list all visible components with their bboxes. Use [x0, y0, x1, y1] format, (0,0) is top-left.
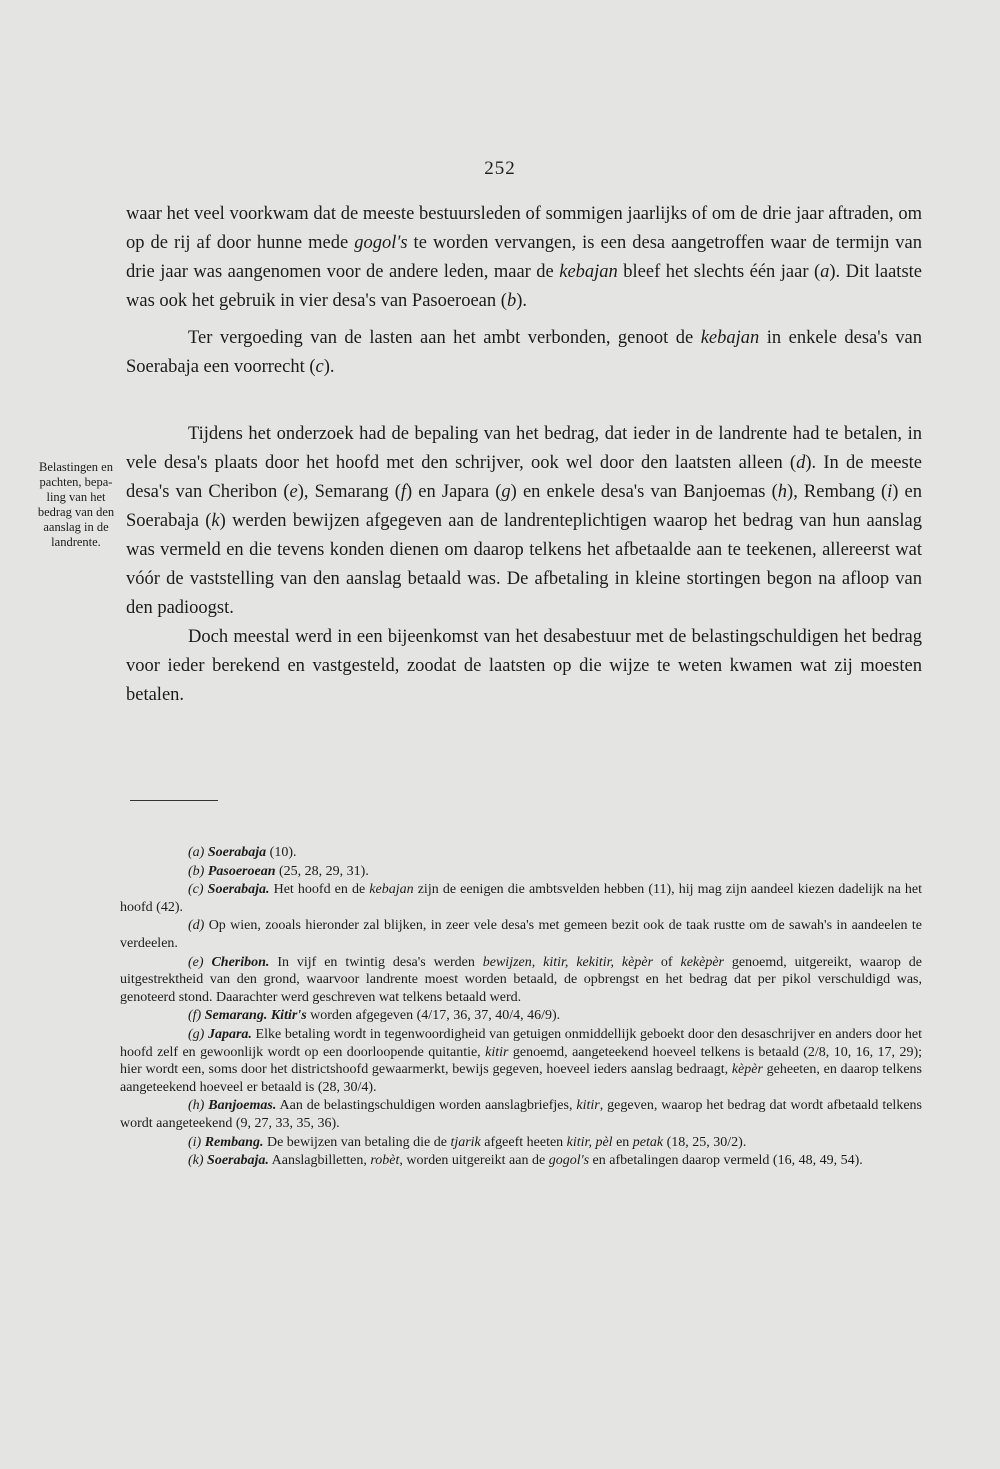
footnote-b: (b) Pasoeroean (25, 28, 29, 31).: [188, 863, 369, 879]
footnote-a: (a) Soerabaja (10).: [188, 845, 297, 860]
footnote-g: (g) Japara. Elke betaling wordt in tegenwoordigheid van getuigen onmiddellijk geboekt door den desaschrijver en anders door het hoofd zelf en gewoonlijk wordt op een doorloopende quitantie, kitir genoemd, aangeteekend hoeveel telkens is betaald (2/8, 10, 16, 17, 29); hier wordt een, soms door het districtshoofd gewaarmerkt, bewijs gegeven, hoeveel ieders aanslag bedraagt, kèpèr geheeten, en daarop telkens aangeteekend hoeveel er betaald is (28, 30/4).: [120, 1026, 923, 1095]
page-number: 252: [484, 158, 516, 179]
footnote-h: (h) Banjoemas. Aan de belastingschuldigen worden aanslagbriefjes, kitir, gegeven, waarop het bedrag dat wordt afbetaald telkens wordt aangeteekend (9, 27, 33, 35, 36).: [120, 1098, 922, 1131]
footnote-e: (e) Cheribon. In vijf en twintig desa's werden bewijzen, kitir, kekitir, kèpèr of kekèpèr genoemd, uitgereikt, waarop de uitgestrektheid van den grond, waarvoor landrente moest worden betaald, de opbrengst en het bedrag dat per pikol verschuldigd was, genoteerd stond. Daarachter werd geschreven wat telkens betaald werd.: [120, 954, 922, 1005]
margin-note-line: ling van het: [46, 490, 106, 504]
paragraph-3: Tijdens het onderzoek had de bepaling van het bedrag, dat ieder in de landrente had te betalen, in vele desa's plaats door het hoofd met den schrijver, ook wel door den laatsten alleen (d). In de meeste desa's van Cheribon (e), Semarang (f) en Japara (g) en enkele desa's van Banjoemas (h), Rembang (i) en Soerabaja (k) werden bewijzen afgegeven aan de landrenteplichtigen waarop het bedrag van hun aanslag was vermeld en die tevens konden dienen om daarop telkens het afbetaalde aan te teekenen, allereerst wat vóór de vaststelling van den aanslag betaald was. De afbetaling in kleine stortingen begon na afloop van den padioogst.: [126, 424, 923, 618]
footnote-k: (k) Soerabaja. Aanslagbilletten, robèt, worden uitgereikt aan de gogol's en afbetalingen daarop vermeld (16, 48, 49, 54).: [188, 1153, 863, 1169]
margin-note: [28, 460, 124, 550]
paragraph-1: waar het veel voorkwam dat de meeste bestuursleden of sommigen jaarlijks of om de drie jaar aftraden, om op de rij af door hunne mede gogol's te worden vervangen, is een desa aangetroffen waar de termijn van drie jaar was aangenomen voor de andere leden, maar de kebajan bleef het slechts één jaar (a). Dit laatste was ook het gebruik in vier desa's van Pasoeroean (b).: [126, 204, 922, 311]
footnotes: [120, 844, 922, 1171]
paragraph-4: Doch meestal werd in een bijeenkomst van het desabestuur met de belastingschuldigen het bedrag voor ieder berekend en vastgesteld, zoodat de laatsten op die wijze te weten kwamen wat zij moesten betalen.: [126, 627, 922, 705]
main-text: [126, 200, 922, 710]
margin-note-line: pachten, bepa-: [39, 475, 113, 489]
footnote-d: (d) Op wien, zooals hieronder zal blijken, in zeer vele desa's met gemeen bezit ook de taak rustte om de sawah's in aandeelen te verdeelen.: [120, 918, 923, 951]
paragraph-2: Ter vergoeding van de lasten aan het ambt verbonden, genoot de kebajan in enkele desa's van Soerabaja een voorrecht (c).: [126, 328, 922, 377]
footnote-separator: [130, 800, 218, 801]
margin-note-line: Belastingen en: [39, 460, 113, 474]
margin-note-line: bedrag van den: [37, 505, 115, 519]
margin-note-line: landrente.: [51, 535, 101, 549]
footnote-c: (c) Soerabaja. Het hoofd en de kebajan zijn de eenigen die ambtsvelden hebben (11), hij mag zijn aandeel kiezen dadelijk na het hoofd (42).: [120, 882, 922, 915]
footnote-f: (f) Semarang. Kitir's worden afgegeven (4/17, 36, 37, 40/4, 46/9).: [188, 1008, 561, 1024]
margin-note-line: aanslag in de: [43, 520, 109, 534]
footnote-i: (i) Rembang. De bewijzen van betaling die de tjarik afgeeft heeten kitir, pèl en petak (18, 25, 30/2).: [188, 1134, 747, 1150]
